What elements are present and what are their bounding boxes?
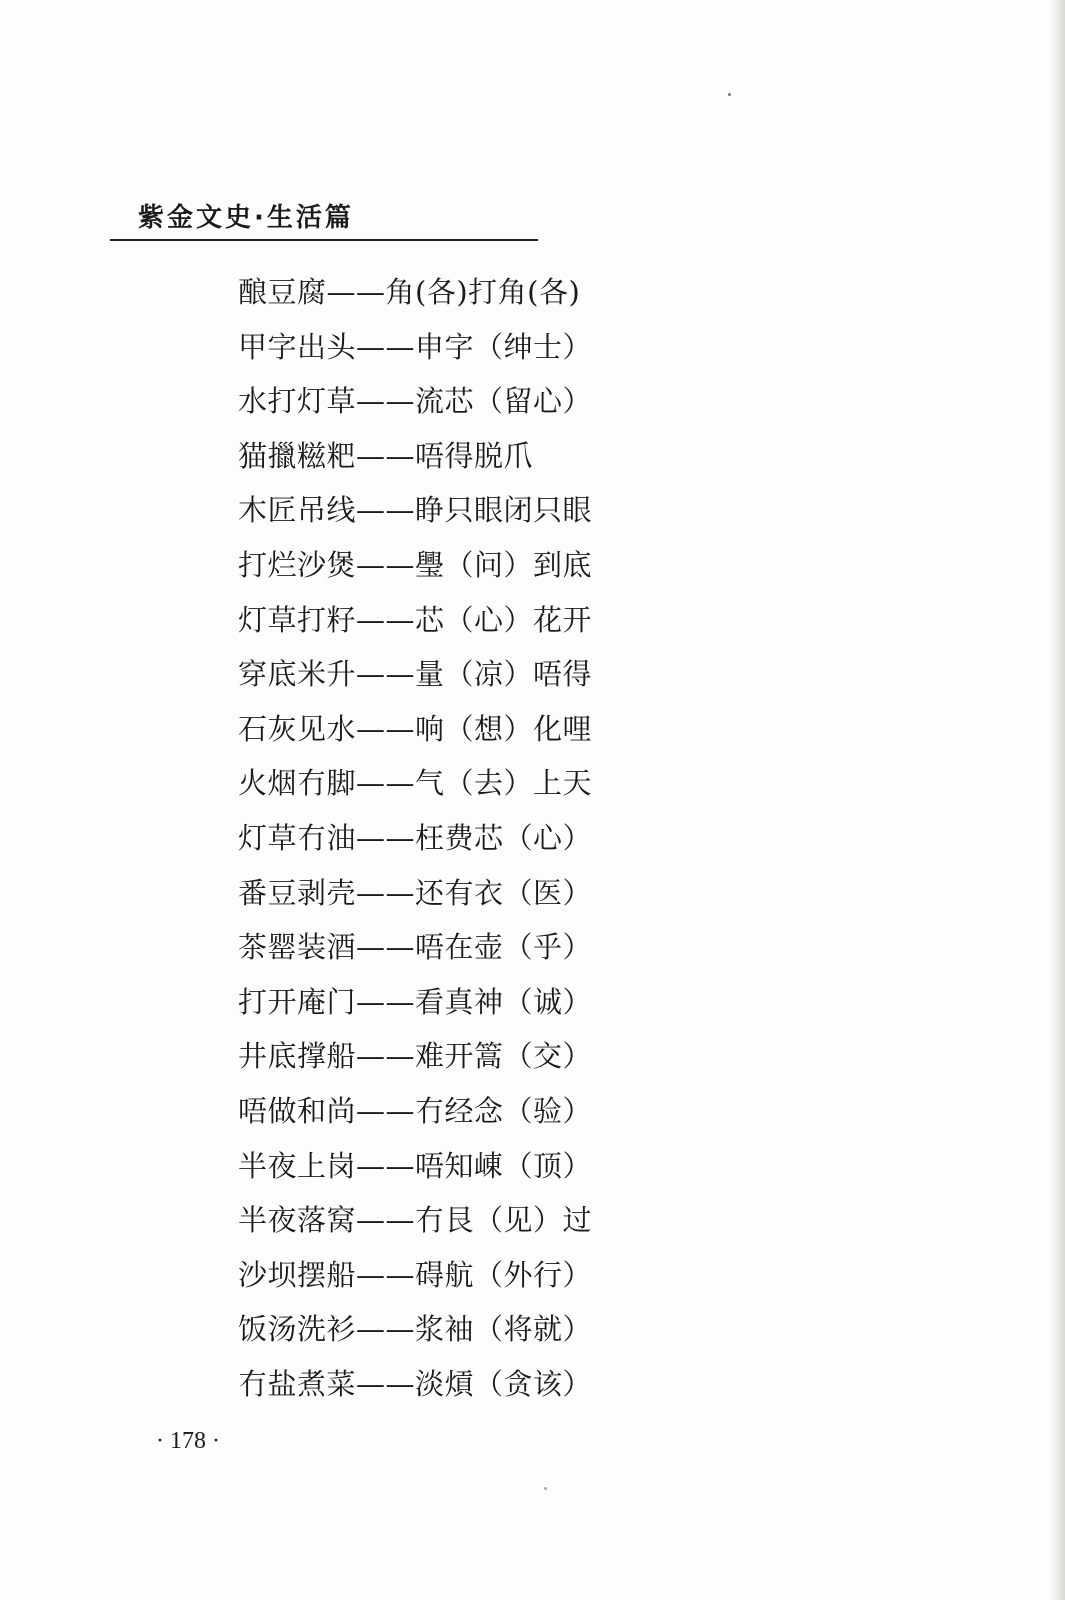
- list-item: 甲字出头——申字（绅士）: [238, 329, 593, 364]
- list-item: 冇盐煮菜——淡熕（贪该）: [238, 1366, 593, 1401]
- header-rule: [110, 239, 538, 241]
- list-item: 灯草冇油——枉费芯（心）: [238, 820, 593, 855]
- list-item: 半夜上岗——唔知崠（顶）: [238, 1148, 593, 1183]
- list-item: 井底撑船——难开篙（交）: [238, 1039, 593, 1074]
- paper-speck: [544, 1487, 547, 1490]
- list-item: 水打灯草——流芯（留心）: [238, 384, 593, 419]
- list-item: 茶罂装酒——唔在壶（乎）: [238, 930, 593, 965]
- list-item: 猫擸糍粑——唔得脱爪: [238, 438, 534, 473]
- list-item: 石灰见水——响（想）化哩: [238, 711, 593, 746]
- list-item: 灯草打籽——芯（心）花开: [238, 602, 593, 637]
- list-item: 唔做和尚——冇经念（验）: [238, 1093, 593, 1128]
- list-item: 木匠吊线——睁只眼闭只眼: [238, 493, 593, 528]
- list-item: 酿豆腐——角(各)打角(各): [238, 275, 581, 309]
- list-item: 半夜落窝——冇艮（见）过: [238, 1203, 593, 1238]
- xiehouyu-list: [238, 270, 592, 1416]
- list-item: 穿底米升——量（凉）唔得: [238, 657, 593, 692]
- list-item: 沙坝摆船——碍航（外行）: [238, 1257, 593, 1292]
- page-edge-shadow: [1049, 0, 1065, 1600]
- list-item: 火烟冇脚——气（去）上天: [238, 766, 593, 801]
- list-item: 打烂沙煲——璺（问）到底: [238, 547, 593, 582]
- list-item: 番豆剥壳——还有衣（医）: [238, 875, 593, 910]
- page-number: · 178 ·: [156, 1428, 220, 1454]
- list-item: 饭汤洗衫——浆袖（将就）: [238, 1312, 593, 1347]
- paper-speck: [728, 93, 731, 96]
- running-header: 紫金文史·生活篇: [138, 203, 354, 233]
- list-item: 打开庵门——看真神（诚）: [238, 984, 593, 1019]
